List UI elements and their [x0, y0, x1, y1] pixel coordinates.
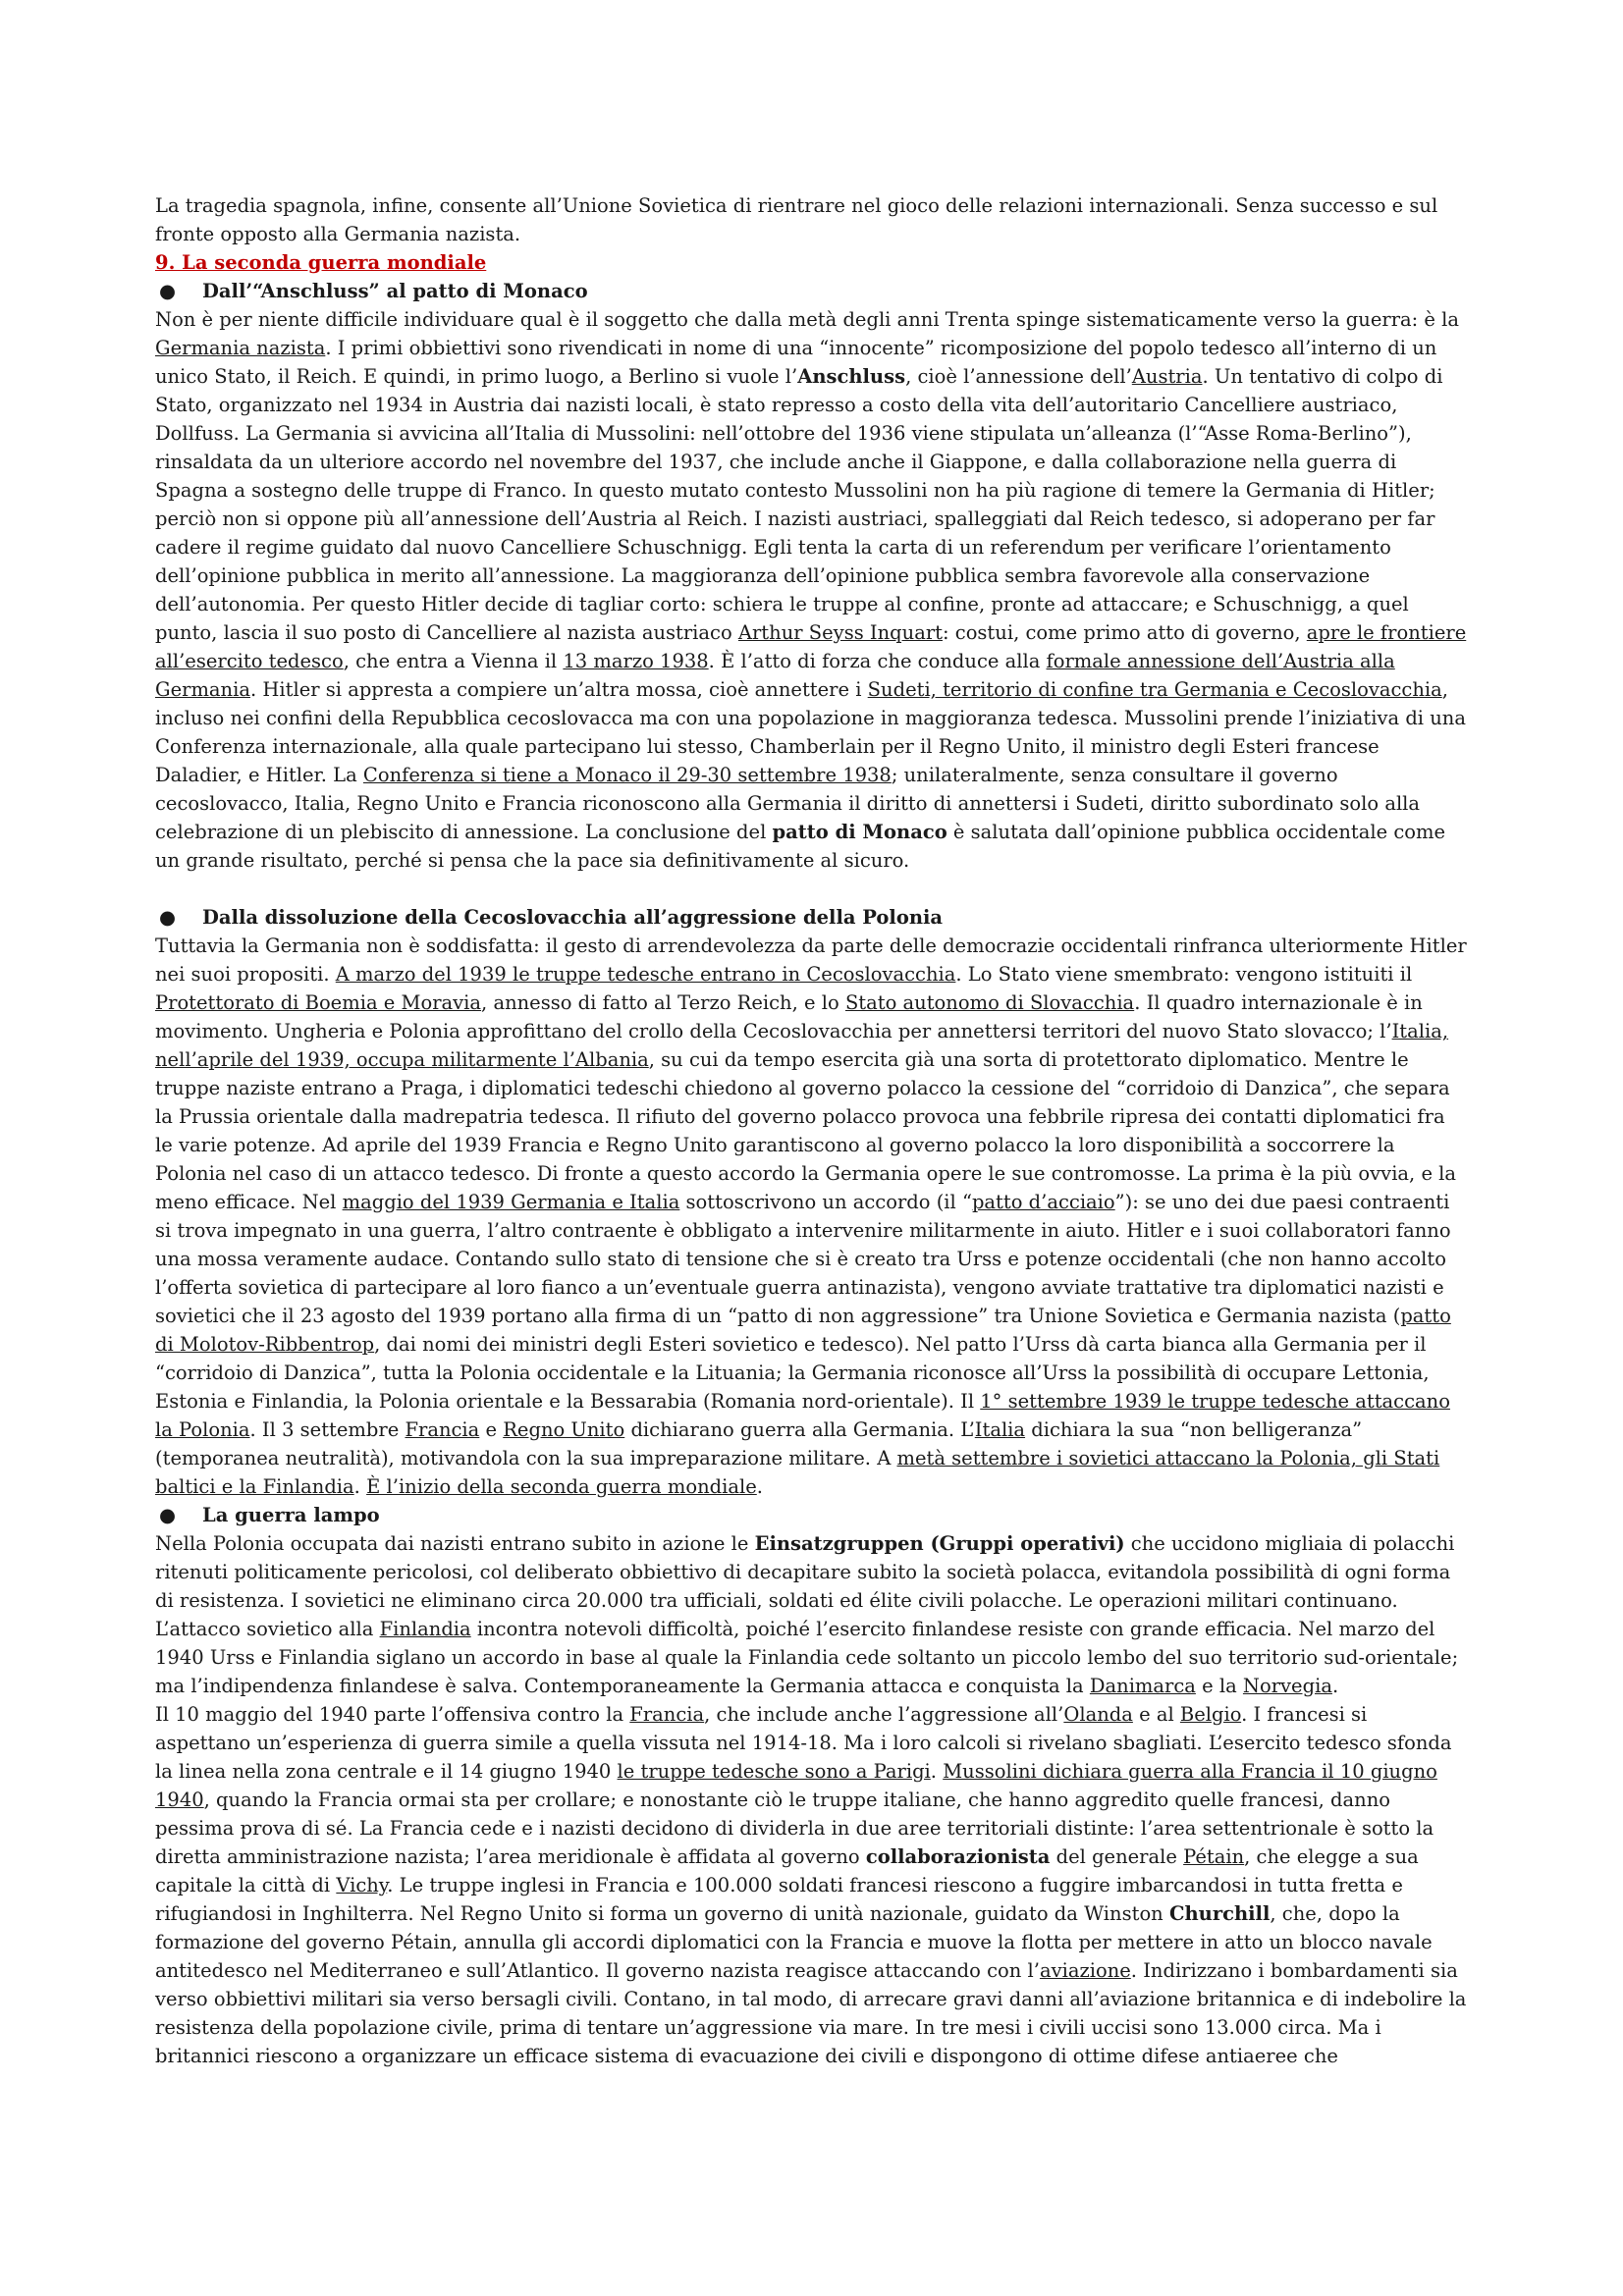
underlined-text: patto d’acciaio: [971, 1191, 1115, 1213]
document-page: [155, 191, 1468, 2070]
underlined-text: Italia: [974, 1418, 1026, 1441]
paragraph-guerra-lampo: Nella Polonia occupata dai nazisti entrano subito in azione le Einsatzgruppen (Gruppi operativi) che uccidono migliaia di polacchi ritenuti politicamente pericolosi, col deliberato obbiettivo di decapitare subito la società polacca, evitandola possibilità di ogni forma di resistenza. I sovietici ne eliminano circa 20.000 tra ufficiali, soldati ed élite civili polacche. Le operazioni militari continuano. L’attacco sovietico alla Finlandia incontra notevoli difficoltà, poiché l’esercito finlandese resiste con grande efficacia. Nel marzo del 1940 Urss e Finlandia siglano un accordo in base al quale la Finlandia cede soltanto un piccolo lembo del suo territorio sud-orientale; ma l’indipendenza finlandese è salva. Contemporaneamente la Germania attacca e conquista la Danimarca e la Norvegia. Il 10 maggio del 1940 parte l’offensiva contro la Francia, che include anche l’aggressione all’Olanda e al Belgio. I francesi si aspettano un’esperienza di guerra simile a quella vissuta nel 1914-18. Ma i loro calcoli si rivelano sbagliati. L’esercito tedesco sfonda la linea nella zona centrale e il 14 giugno 1940 le truppe tedesche sono a Parigi. Mussolini dichiara guerra alla Francia il 10 giugno 1940, quando la Francia ormai sta per crollare; e nonostante ciò le truppe italiane, che hanno aggredito quelle francesi, danno pessima prova di sé. La Francia cede e i nazisti decidono di dividerla in due aree territoriali distinte: l’area settentrionale è sotto la diretta amministrazione nazista; l’area meridionale è affidata al governo collaborazionista del generale Pétain, che elegge a sua capitale la città di Vichy. Le truppe inglesi in Francia e 100.000 soldati francesi riescono a fuggire imbarcandosi in tutta fretta e rifugiandosi in Inghilterra. Nel Regno Unito si forma un governo di unità nazionale, guidato da Winston Churchill, che, dopo la formazione del governo Pétain, annulla gli accordi diplomatici con la Francia e muove la flotta per mettere in atto un blocco navale antitedesco nel Mediterraneo e sull’Atlantico. Il governo nazista reagisce attaccando con l’aviazione. Indirizzano i bombardamenti sia verso obbiettivi militari sia verso bersagli civili. Contano, in tal modo, di arrecare gravi danni all’aviazione britannica e di indebolire la resistenza della popolazione civile, prima di tentare un’aggressione via mare. In tre mesi i civili uccisi sono 13.000 circa. Ma i britannici riescono a organizzare un efficace sistema di evacuazione dei civili e dispongono di ottime difese antiaeree che: [155, 1532, 1467, 2067]
underlined-text: Vichy: [336, 1874, 388, 1896]
underlined-text: Pétain: [1183, 1845, 1245, 1868]
bold-text: collaborazionista: [865, 1845, 1051, 1868]
bullet-heading-cecoslovacchia: [155, 903, 1468, 932]
bullet-heading-text: Dall’“Anschluss” al patto di Monaco: [202, 280, 588, 302]
bullet-heading-anschluss: [155, 277, 1468, 305]
bullet-heading-text: Dalla dissoluzione della Cecoslovacchia all’aggressione della Polonia: [202, 906, 944, 929]
underlined-text: Sudeti, territorio di confine tra Germania e Cecoslovacchia: [867, 678, 1442, 701]
underlined-text: Norvegia: [1242, 1675, 1332, 1697]
underlined-text: Mussolini dichiara guerra alla Francia il 10 giugno 1940: [155, 1760, 1437, 1811]
underlined-text: aviazione: [1039, 1959, 1131, 1982]
underlined-text: Finlandia: [379, 1618, 471, 1640]
underlined-text: patto di Molotov-Ribbentrop: [155, 1305, 1451, 1356]
underlined-text: Belgio: [1179, 1703, 1242, 1726]
bullet-icon: ●: [159, 280, 177, 302]
underlined-text: maggio del 1939 Germania e Italia: [342, 1191, 680, 1213]
paragraph-cecoslovacchia: Tuttavia la Germania non è soddisfatta: il gesto di arrendevolezza da parte delle democrazie occidentali rinfranca ulteriormente Hitler nei suoi propositi. A marzo del 1939 le truppe tedesche entrano in Cecoslovacchia. Lo Stato viene smembrato: vengono istituiti il Protettorato di Boemia e Moravia, annesso di fatto al Terzo Reich, e lo Stato autonomo di Slovacchia. Il quadro internazionale è in movimento. Ungheria e Polonia approfittano del crollo della Cecoslovacchia per annettersi territori del nuovo Stato slovacco; l’Italia, nell’aprile del 1939, occupa militarmente l’Albania, su cui da tempo esercita già una sorta di protettorato diplomatico. Mentre le truppe naziste entrano a Praga, i diplomatici tedeschi chiedono al governo polacco la cessione del “corridoio di Danzica”, che separa la Prussia orientale dalla madrepatria tedesca. Il rifiuto del governo polacco provoca una febbrile ripresa dei contatti diplomatici fra le varie potenze. Ad aprile del 1939 Francia e Regno Unito garantiscono al governo polacco la loro disponibilità a soccorrere la Polonia nel caso di un attacco tedesco. Di fronte a questo accordo la Germania opere le sue contromosse. La prima è la più ovvia, e la meno efficace. Nel maggio del 1939 Germania e Italia sottoscrivono un accordo (il “patto d’acciaio”): se uno dei due paesi contraenti si trova impegnato in una guerra, l’altro contraente è obbligato a intervenire militarmente in aiuto. Hitler e i suoi collaboratori fanno una mossa veramente audace. Contando sullo stato di tensione che si è creato tra Urss e potenze occidentali (che non hanno accolto l’offerta sovietica di partecipare al loro fianco a un’eventuale guerra antinazista), vengono avviate trattative tra diplomatici nazisti e sovietici che il 23 agosto del 1939 portano alla firma di un “patto di non aggressione” tra Unione Sovietica e Germania nazista (patto di Molotov-Ribbentrop, dai nomi dei ministri degli Esteri sovietico e tedesco). Nel patto l’Urss dà carta bianca alla Germania per il “corridoio di Danzica”, tutta la Polonia occidentale e la Lituania; la Germania riconosce all’Urss la possibilità di occupare Lettonia, Estonia e Finlandia, la Polonia orientale e la Bessarabia (Romania nord-orientale). Il 1° settembre 1939 le truppe tedesche attaccano la Polonia. Il 3 settembre Francia e Regno Unito dichiarano guerra alla Germania. L’Italia dichiara la sua “non belligeranza” (temporanea neutralità), motivandola con la sua impreparazione militare. A metà settembre i sovietici attaccano la Polonia, gli Stati baltici e la Finlandia. È l’inizio della seconda guerra mondiale.: [155, 934, 1467, 1498]
underlined-text: Conferenza si tiene a Monaco il 29-30 settembre 1938: [362, 764, 892, 786]
underlined-text: Stato autonomo di Slovacchia: [844, 991, 1135, 1014]
underlined-text: A marzo del 1939 le truppe tedesche entrano in Cecoslovacchia: [335, 963, 956, 986]
underlined-text: formale annessione dell’Austria alla Germania: [155, 650, 1395, 701]
bullet-icon: ●: [159, 906, 177, 929]
intro-paragraph: La tragedia spagnola, infine, consente all’Unione Sovietica di rientrare nel gioco delle relazioni internazionali. Senza successo e sul fronte opposto alla Germania nazista.: [155, 194, 1438, 245]
bold-text: Churchill: [1168, 1902, 1271, 1925]
paragraph-anschluss: Non è per niente difficile individuare qual è il soggetto che dalla metà degli anni Trenta spinge sistematicamente verso la guerra: è la Germania nazista. I primi obbiettivi sono rivendicati in nome di una “innocente” ricomposizione del popolo tedesco all’interno di un unico Stato, il Reich. E quindi, in primo luogo, a Berlino si vuole l’Anschluss, cioè l’annessione dell’Austria. Un tentativo di colpo di Stato, organizzato nel 1934 in Austria dai nazisti locali, è stato represso a costo della vita dell’autoritario Cancelliere austriaco, Dollfuss. La Germania si avvicina all’Italia di Mussolini: nell’ottobre del 1936 viene stipulata un’alleanza (l’“Asse Roma-Berlino”), rinsaldata da un ulteriore accordo nel novembre del 1937, che include anche il Giappone, e dalla collaborazione nella guerra di Spagna a sostegno delle truppe di Franco. In questo mutato contesto Mussolini non ha più ragione di temere la Germania di Hitler; perciò non si oppone più all’annessione dell’Austria al Reich. I nazisti austriaci, spalleggiati dal Reich tedesco, si adoperano per far cadere il regime guidato dal nuovo Cancelliere Schuschnigg. Egli tenta la carta di un referendum per verificare l’orientamento dell’opinione pubblica in merito all’annessione. La maggioranza dell’opinione pubblica sembra favorevole alla conservazione dell’autonomia. Per questo Hitler decide di tagliar corto: schiera le truppe al confine, pronte ad attaccare; e Schuschnigg, a quel punto, lascia il suo posto di Cancelliere al nazista austriaco Arthur Seyss Inquart: costui, come primo atto di governo, apre le frontiere all’esercito tedesco, che entra a Vienna il 13 marzo 1938. È l’atto di forza che conduce alla formale annessione dell’Austria alla Germania. Hitler si appresta a compiere un’altra mossa, cioè annettere i Sudeti, territorio di confine tra Germania e Cecoslovacchia, incluso nei confini della Repubblica cecoslovacca ma con una popolazione in maggioranza tedesca. Mussolini prende l’iniziativa di una Conferenza internazionale, alla quale partecipano lui stesso, Chamberlain per il Regno Unito, il ministro degli Esteri francese Daladier, e Hitler. La Conferenza si tiene a Monaco il 29-30 settembre 1938; unilateralmente, senza consultare il governo cecoslovacco, Italia, Regno Unito e Francia riconoscono alla Germania il diritto di annettersi i Sudeti, diritto subordinato solo alla celebrazione di un plebiscito di annessione. La conclusione del patto di Monaco è salutata dall’opinione pubblica occidentale come un grande risultato, perché si pensa che la pace sia definitivamente al sicuro.: [155, 308, 1467, 872]
underlined-text: le truppe tedesche sono a Parigi: [617, 1760, 931, 1783]
bold-text: Einsatzgruppen (Gruppi operativi): [754, 1532, 1125, 1555]
section-title: 9. La seconda guerra mondiale: [155, 251, 487, 274]
underlined-text: apre le frontiere all’esercito tedesco: [155, 621, 1467, 672]
bullet-heading-text: La guerra lampo: [202, 1504, 380, 1526]
paragraph-spacer: [155, 875, 1468, 903]
underlined-text: 1° settembre 1939 le truppe tedesche attaccano la Polonia: [155, 1390, 1450, 1441]
underlined-text: Italia, nell’aprile del 1939, occupa militarmente l’Albania: [155, 1020, 1449, 1071]
bold-text: patto di Monaco: [772, 821, 947, 843]
bold-text: Anschluss: [797, 365, 906, 388]
underlined-text: Austria: [1131, 365, 1203, 388]
underlined-text: Protettorato di Boemia e Moravia: [155, 991, 482, 1014]
underlined-text: Germania nazista: [155, 337, 326, 359]
underlined-text: Regno Unito: [503, 1418, 625, 1441]
bullet-heading-guerra-lampo: [155, 1501, 1468, 1529]
bullet-icon: ●: [159, 1504, 177, 1526]
underlined-text: Francia: [629, 1703, 705, 1726]
underlined-text: È l’inizio della seconda guerra mondiale: [366, 1475, 757, 1498]
underlined-text: 13 marzo 1938: [563, 650, 709, 672]
underlined-text: Danimarca: [1089, 1675, 1196, 1697]
underlined-text: Arthur Seyss Inquart: [737, 621, 943, 644]
underlined-text: metà settembre i sovietici attaccano la Polonia, gli Stati baltici e la Finlandia: [155, 1447, 1440, 1498]
underlined-text: Francia: [405, 1418, 480, 1441]
underlined-text: Olanda: [1063, 1703, 1133, 1726]
